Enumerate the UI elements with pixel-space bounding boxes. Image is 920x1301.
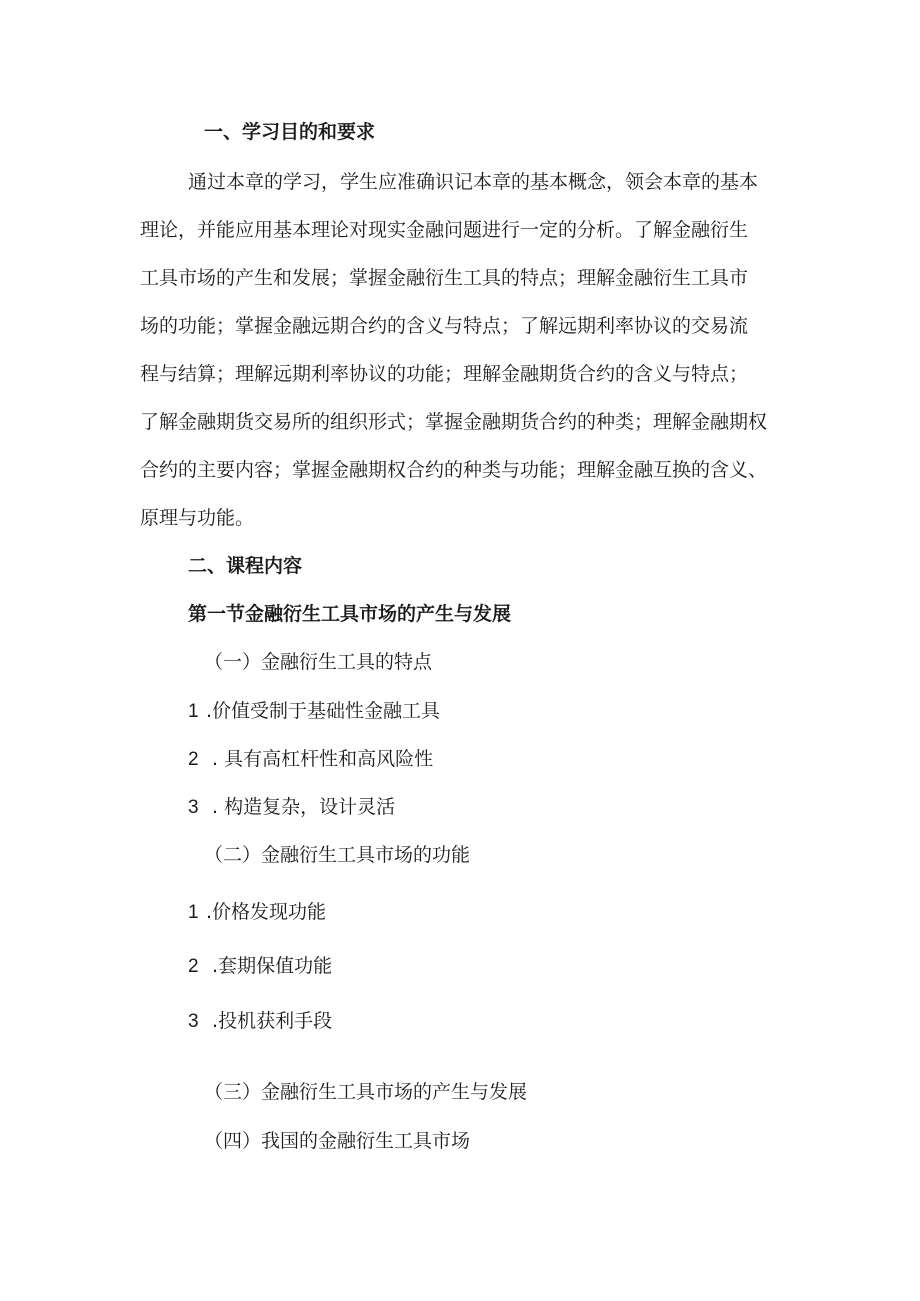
list-number: 1 bbox=[188, 902, 199, 923]
list-item bbox=[188, 900, 326, 925]
objectives-paragraph bbox=[140, 158, 794, 542]
list-text: .价格发现功能 bbox=[206, 901, 327, 923]
list-text: .价值受制于基础性金融工具 bbox=[206, 700, 441, 722]
paragraph-line: 工具市场的产生和发展；掌握金融衍生工具的特点；理解金融衍生工具市 bbox=[140, 267, 749, 289]
list-number: 2 bbox=[188, 956, 199, 977]
list-item bbox=[188, 747, 433, 772]
paragraph-line: 程与结算；理解远期利率协议的功能；理解金融期货合约的含义与特点； bbox=[140, 363, 749, 385]
list-number: 2 bbox=[188, 749, 199, 770]
subsection-title: （一）金融衍生工具的特点 bbox=[204, 651, 433, 673]
list-number: 3 bbox=[188, 1011, 199, 1032]
section-heading-objectives: 一、学习目的和要求 bbox=[204, 121, 376, 143]
list-text: . 具有高杠杆性和高风险性 bbox=[206, 748, 434, 770]
list-item bbox=[188, 954, 332, 979]
paragraph-line: 理论，并能应用基本理论对现实金融问题进行一定的分析。了解金融衍生 bbox=[140, 219, 749, 241]
subsection-title: （四）我国的金融衍生工具市场 bbox=[204, 1130, 471, 1152]
list-item bbox=[188, 699, 440, 724]
subsection-title: （三）金融衍生工具市场的产生与发展 bbox=[204, 1081, 528, 1103]
list-item bbox=[188, 1009, 332, 1034]
list-number: 1 bbox=[188, 701, 199, 722]
list-number: 3 bbox=[188, 797, 199, 818]
list-text: . 构造复杂，设计灵活 bbox=[206, 796, 396, 818]
paragraph-line: 场的功能；掌握金融远期合约的含义与特点；了解远期利率协议的交易流 bbox=[140, 315, 749, 337]
chapter-title: 第一节金融衍生工具市场的产生与发展 bbox=[188, 603, 512, 625]
paragraph-line: 原理与功能。 bbox=[140, 507, 255, 529]
paragraph-line: 通过本章的学习，学生应准确识记本章的基本概念，领会本章的基本 bbox=[188, 171, 759, 193]
subsection-title: （二）金融衍生工具市场的功能 bbox=[204, 844, 471, 866]
paragraph-line: 了解金融期货交易所的组织形式；掌握金融期货合约的种类；理解金融期权 bbox=[140, 411, 768, 433]
paragraph-line: 合约的主要内容；掌握金融期权合约的种类与功能；理解金融互换的含义、 bbox=[140, 459, 768, 481]
section-heading-content: 二、课程内容 bbox=[188, 555, 303, 577]
list-text: .套期保值功能 bbox=[206, 955, 333, 977]
list-text: .投机获利手段 bbox=[206, 1010, 333, 1032]
list-item bbox=[188, 795, 395, 820]
